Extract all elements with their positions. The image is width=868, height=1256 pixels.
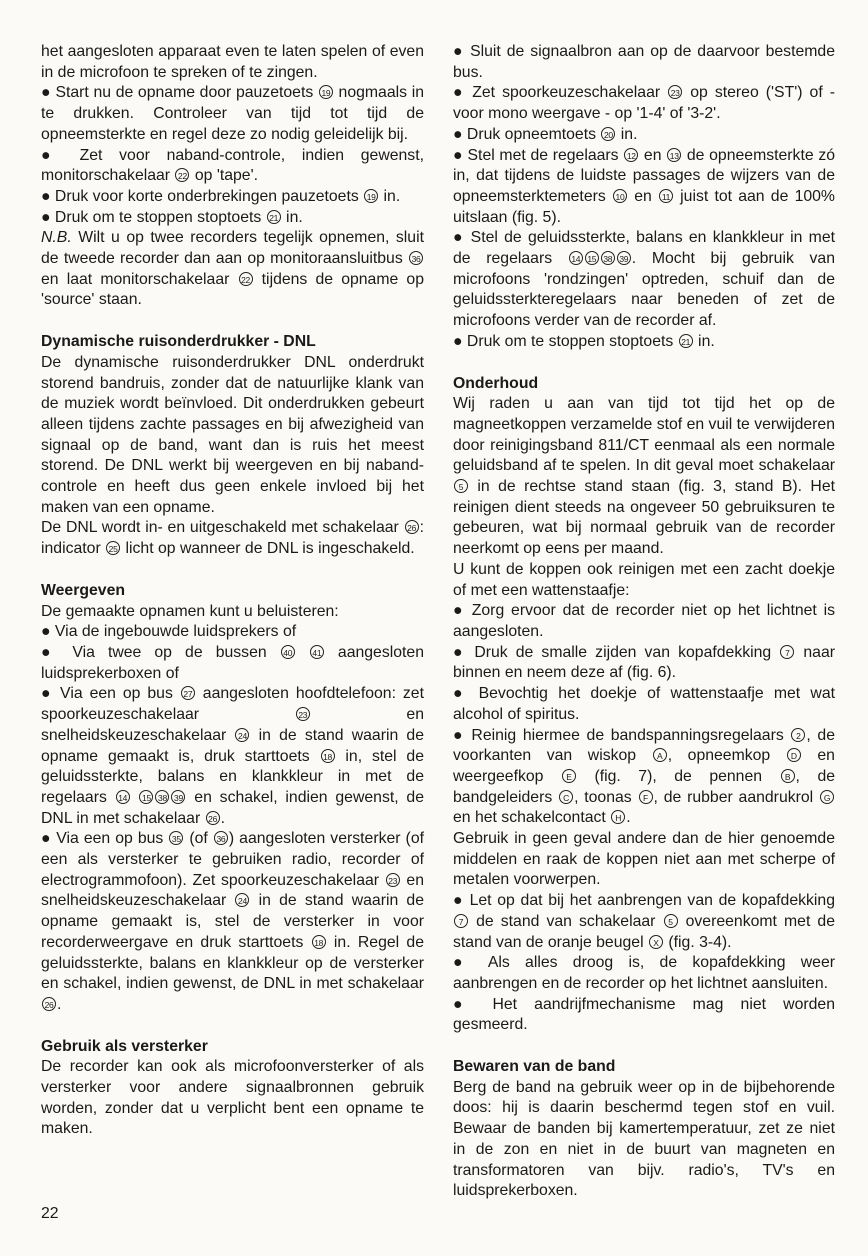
- control-reference-number: 14: [116, 790, 130, 804]
- control-reference-number: A: [653, 748, 667, 762]
- paragraph: [41, 602, 424, 623]
- paragraph: [41, 208, 424, 229]
- paragraph: [453, 146, 835, 229]
- control-reference-number: 19: [364, 189, 378, 203]
- control-reference-number: E: [562, 769, 576, 783]
- control-reference-number: 25: [106, 541, 120, 555]
- paragraph: [453, 601, 835, 642]
- control-reference-number: 23: [296, 707, 310, 721]
- text-run: en: [639, 146, 667, 164]
- control-reference-number: 19: [319, 85, 333, 99]
- paragraph: [453, 42, 835, 83]
- text-run: ● Druk om te stoppen stoptoets: [453, 332, 678, 350]
- page-number: 22: [41, 1205, 59, 1222]
- control-reference-number: 41: [310, 645, 324, 659]
- text-run: ● Bevochtig het doekje of wattenstaafje met wat alcohol of spiritus.: [453, 685, 835, 723]
- text-run: in. Regel de geluidssterkte, balans en klankkleur op de versterker en schakel, indien gewenst, de DNL in met schakelaar: [41, 933, 424, 993]
- control-reference-number: B: [781, 769, 795, 783]
- section-spacer: [41, 560, 424, 581]
- text-run: Wilt u op twee recorders tegelijk opnemen, sluit de tweede recorder dan aan op monitoraansluitbus: [41, 229, 424, 268]
- text-run: ● Als alles droog is, de kopafdekking weer aanbrengen en de recorder op het lichtnet aansluiten.: [453, 954, 835, 992]
- section-heading: Gebruik als versterker: [41, 1037, 208, 1055]
- text-run: tijdens de opname op 'source' staan.: [41, 270, 424, 309]
- control-reference-number: 5: [664, 914, 678, 928]
- text-run: de opneemsterkte zó in, dat tijdens de luidste passages de wijzers van de opneemsterktemeters: [453, 146, 836, 205]
- control-reference-number: D: [787, 748, 801, 762]
- section-spacer: [453, 1036, 835, 1057]
- paragraph: [41, 622, 424, 643]
- control-reference-number: 13: [667, 148, 681, 162]
- text-run: overeenkomt met de stand van de oranje beugel: [453, 912, 835, 951]
- control-reference-number: G: [820, 790, 834, 804]
- text-run: , toonas: [574, 788, 638, 806]
- text-run: ● Via de ingebouwde luidsprekers of: [41, 623, 297, 641]
- text-run: aangesloten hoofdtelefoon: zet spoorkeuzeschakelaar: [41, 685, 424, 724]
- text-run: ● Reinig hiermee de bandspanningsregelaars: [453, 726, 791, 744]
- paragraph: [41, 146, 424, 187]
- text-run: licht op wanneer de DNL is ingeschakeld.: [121, 540, 415, 558]
- left-column: [41, 42, 424, 1140]
- text-run: in de stand waarin de opname gemaakt is, stel de versterker in voor recorderweergave en druk starttoets: [41, 892, 425, 951]
- note-label: N.B.: [41, 229, 72, 247]
- control-reference-number: 5: [454, 479, 468, 493]
- control-reference-number: 21: [679, 334, 693, 348]
- control-reference-number: 21: [267, 210, 281, 224]
- control-reference-number: 2: [791, 728, 805, 742]
- text-run: ● Via een op bus: [41, 830, 169, 848]
- paragraph: [453, 1078, 835, 1202]
- control-reference-number: 20: [601, 127, 615, 141]
- text-run: en: [627, 187, 658, 205]
- control-reference-number: 26: [206, 811, 220, 825]
- text-run: , de bandgeleiders: [453, 767, 836, 806]
- control-reference-number: 12: [624, 148, 638, 162]
- text-run: ● Druk opneemtoets: [453, 125, 601, 143]
- paragraph: [453, 83, 835, 124]
- text-run: naar binnen en neem deze af (fig. 6).: [453, 643, 835, 682]
- paragraph: [453, 332, 835, 353]
- control-reference-number: 10: [613, 189, 627, 203]
- control-reference-number: 35: [169, 831, 183, 845]
- text-run: ● Druk om te stoppen stoptoets: [41, 208, 266, 226]
- paragraph: [41, 829, 424, 1015]
- text-run: U kunt de koppen ook reinigen met een zacht doekje of met een wattenstaafje:: [453, 560, 835, 599]
- text-run: juist tot aan de 100% uitslaan (fig. 5).: [453, 187, 835, 226]
- control-reference-number: 26: [42, 997, 56, 1011]
- text-run: en snelheidskeuzeschakelaar: [41, 871, 425, 910]
- control-reference-number: 11: [659, 189, 673, 203]
- text-run: [296, 644, 309, 661]
- paragraph: [453, 953, 835, 994]
- text-run: (fig. 7), de pennen: [576, 767, 780, 785]
- text-run: ● Zet voor naband-controle, indien gewenst, monitorschakelaar: [41, 146, 424, 185]
- text-run: De dynamische ruisonderdrukker DNL onderdrukt storend bandruis, zonder dat de natuurlijke klank van de muziek wordt beïnvloed. Dit onderdrukken gebeurt alleen tijdens zachte passages en bij afwezigheid van signaal op de band, want dan is ruis het meest storend. De DNL werkt bij weergeven en bij naband-controle en heeft dus geen enkele invloed bij het maken van een opname.: [41, 353, 424, 516]
- text-run: Wij raden u aan van tijd tot tijd het op de magneetkoppen verzamelde stof en vuil te verwijderen door reinigingsband 811/CT eenmaal als een normale geluidsband af te spelen. In dit geval moet schakelaar: [453, 395, 835, 475]
- control-reference-number: 39: [171, 790, 185, 804]
- paragraph: [453, 394, 835, 560]
- section-heading: Onderhoud: [453, 374, 539, 392]
- text-run: en schakel, indien gewenst, de DNL in met schakelaar: [41, 788, 424, 827]
- paragraph: [453, 995, 835, 1036]
- section-spacer: [41, 311, 424, 332]
- text-run: De gemaakte opnamen kunt u beluisteren:: [41, 602, 339, 620]
- control-reference-number: 26: [405, 520, 419, 534]
- control-reference-number: 22: [239, 272, 253, 286]
- text-run: het aangesloten apparaat even te laten spelen of even in de microfoon te spreken of te zingen.: [41, 43, 424, 81]
- text-run: ● Druk voor korte onderbrekingen pauzetoets: [41, 187, 364, 205]
- text-run: ● Stel de geluidssterkte, balans en klankkleur in met de regelaars: [453, 229, 835, 268]
- control-reference-number: 40: [281, 645, 295, 659]
- text-run: ● Via een op bus: [41, 685, 180, 703]
- text-run: .: [220, 809, 225, 827]
- paragraph: [41, 684, 424, 829]
- text-run: , opneemkop: [667, 747, 786, 765]
- section-spacer: [453, 353, 835, 374]
- paragraph: [41, 353, 424, 519]
- text-run: en snelheidskeuzeschakelaar: [41, 706, 424, 744]
- right-column: [453, 42, 835, 1202]
- paragraph: [453, 125, 835, 146]
- control-reference-number: 38: [155, 790, 169, 804]
- text-run: ● Let op dat bij het aanbrengen van de kopafdekking: [453, 892, 835, 910]
- text-run: de stand van schakelaar: [469, 912, 663, 930]
- control-reference-number: 15: [139, 790, 153, 804]
- text-run: Gebruik in geen geval andere dan de hier genoemde middelen en raak de koppen niet aan met scherpe of metalen voorwerpen.: [453, 830, 835, 889]
- text-run: ● Het aandrijfmechanisme mag niet worden gesmeerd.: [453, 995, 835, 1034]
- text-run: (fig. 3-4).: [663, 933, 732, 951]
- paragraph: [453, 684, 835, 725]
- text-run: en laat monitorschakelaar: [41, 270, 238, 288]
- text-run: ● Stel met de regelaars: [453, 146, 624, 164]
- text-run: ● Sluit de signaalbron aan op de daarvoor bestemde bus.: [453, 43, 835, 81]
- text-run: in de stand waarin de opname gemaakt is, druk starttoets: [41, 726, 425, 765]
- control-reference-number: 18: [312, 935, 326, 949]
- text-run: in.: [693, 332, 715, 350]
- control-reference-number: 23: [668, 85, 682, 99]
- text-run: op 'tape'.: [190, 167, 258, 185]
- text-run: [131, 789, 139, 806]
- control-reference-number: 24: [235, 893, 249, 907]
- control-reference-number: 7: [454, 914, 468, 928]
- paragraph: [453, 891, 835, 953]
- control-reference-number: C: [559, 790, 573, 804]
- control-reference-number: 23: [386, 873, 400, 887]
- text-run: in.: [281, 208, 303, 226]
- text-run: . Mocht bij gebruik van microfoons 'rondzingen' optreden, schuif dan de geluidssterkteregelaars naar beneden of zet de microfoons verder van de recorder af.: [453, 250, 835, 330]
- text-run: ● Druk de smalle zijden van kopafdekking: [453, 643, 780, 661]
- control-reference-number: 14: [569, 251, 583, 265]
- text-run: : indicator: [41, 519, 424, 558]
- section-heading: Dynamische ruisonderdrukker - DNL: [41, 333, 316, 351]
- section-spacer: [41, 1016, 424, 1037]
- text-run: in de rechtse stand staan (fig. 3, stand B). Het reinigen dient steeds na ongeveer 50 gebruiksuren te gebeuren, wat bij normaal gebruik van de recorder neerkomt op eens per maand.: [453, 478, 835, 558]
- text-run: en het schakelcontact: [453, 809, 611, 827]
- text-run: Berg de band na gebruik weer op in de bijbehorende doos: hij is daarin beschermd tegen stof en vuil. Bewaar de banden bij kamertemperatuur, zet ze niet in de zon en niet in de buurt van magneten en transformatoren van bijv. radio's, TV's en luidsprekerboxen.: [453, 1078, 835, 1200]
- control-reference-number: 36: [409, 251, 423, 265]
- text-run: nogmaals in te drukken. Controleer van tijd tot tijd de opneemsterkte en regel deze zo nodig geleidelijk bij.: [41, 84, 424, 143]
- paragraph: [41, 83, 424, 145]
- paragraph: [453, 643, 835, 684]
- paragraph: [453, 560, 835, 601]
- control-reference-number: 7: [780, 645, 794, 659]
- section-heading: Weergeven: [41, 581, 125, 599]
- paragraph: [41, 228, 424, 311]
- text-run: (of: [184, 830, 213, 848]
- paragraph: [41, 643, 424, 684]
- text-run: , de rubber aandrukrol: [653, 788, 819, 806]
- text-run: en weergeefkop: [453, 747, 835, 785]
- control-reference-number: 15: [585, 251, 599, 265]
- control-reference-number: 36: [214, 831, 228, 845]
- control-reference-number: 39: [617, 251, 631, 265]
- paragraph: [453, 726, 835, 830]
- control-reference-number: X: [649, 935, 663, 949]
- section-heading: Bewaren van de band: [453, 1058, 616, 1076]
- paragraph: [41, 42, 424, 83]
- paragraph: [41, 518, 424, 559]
- text-run: ● Zorg ervoor dat de recorder niet op het lichtnet is aangesloten.: [453, 602, 835, 640]
- text-run: op stereo ('ST') of - voor mono weergave - op '1-4' of '3-2'.: [453, 84, 836, 123]
- text-run: .: [57, 995, 62, 1013]
- control-reference-number: 24: [235, 728, 249, 742]
- text-run: ● Zet spoorkeuzeschakelaar: [453, 84, 668, 102]
- text-run: .: [626, 809, 631, 827]
- text-run: , de voorkanten van wiskop: [453, 726, 835, 765]
- text-run: ) aangesloten versterker (of een als versterker te gebruiken radio, recorder of electrogrammofoon). Zet spoorkeuzeschakelaar: [41, 830, 424, 889]
- paragraph: [41, 1057, 424, 1140]
- text-run: in.: [379, 187, 401, 205]
- control-reference-number: 18: [321, 749, 335, 763]
- control-reference-number: H: [611, 810, 625, 824]
- control-reference-number: 27: [181, 686, 195, 700]
- text-run: in, stel de geluidssterkte, balans en klankkleur in met de regelaars: [41, 747, 424, 806]
- text-run: ● Via twee op de bussen: [41, 643, 280, 661]
- text-run: in.: [616, 125, 638, 143]
- text-run: De recorder kan ook als microfoonversterker of als versterker voor andere signaalbronnen gebruik worden, zonder dat u verplicht bent een opname te maken.: [41, 1058, 424, 1138]
- text-run: De DNL wordt in- en uitgeschakeld met schakelaar: [41, 519, 404, 537]
- control-reference-number: 22: [175, 168, 189, 182]
- paragraph: [453, 228, 835, 332]
- paragraph: [453, 829, 835, 891]
- control-reference-number: 38: [601, 251, 615, 265]
- control-reference-number: F: [639, 790, 653, 804]
- text-run: ● Start nu de opname door pauzetoets: [41, 84, 318, 102]
- paragraph: [41, 187, 424, 208]
- text-run: aangesloten luidsprekerboxen of: [41, 643, 424, 682]
